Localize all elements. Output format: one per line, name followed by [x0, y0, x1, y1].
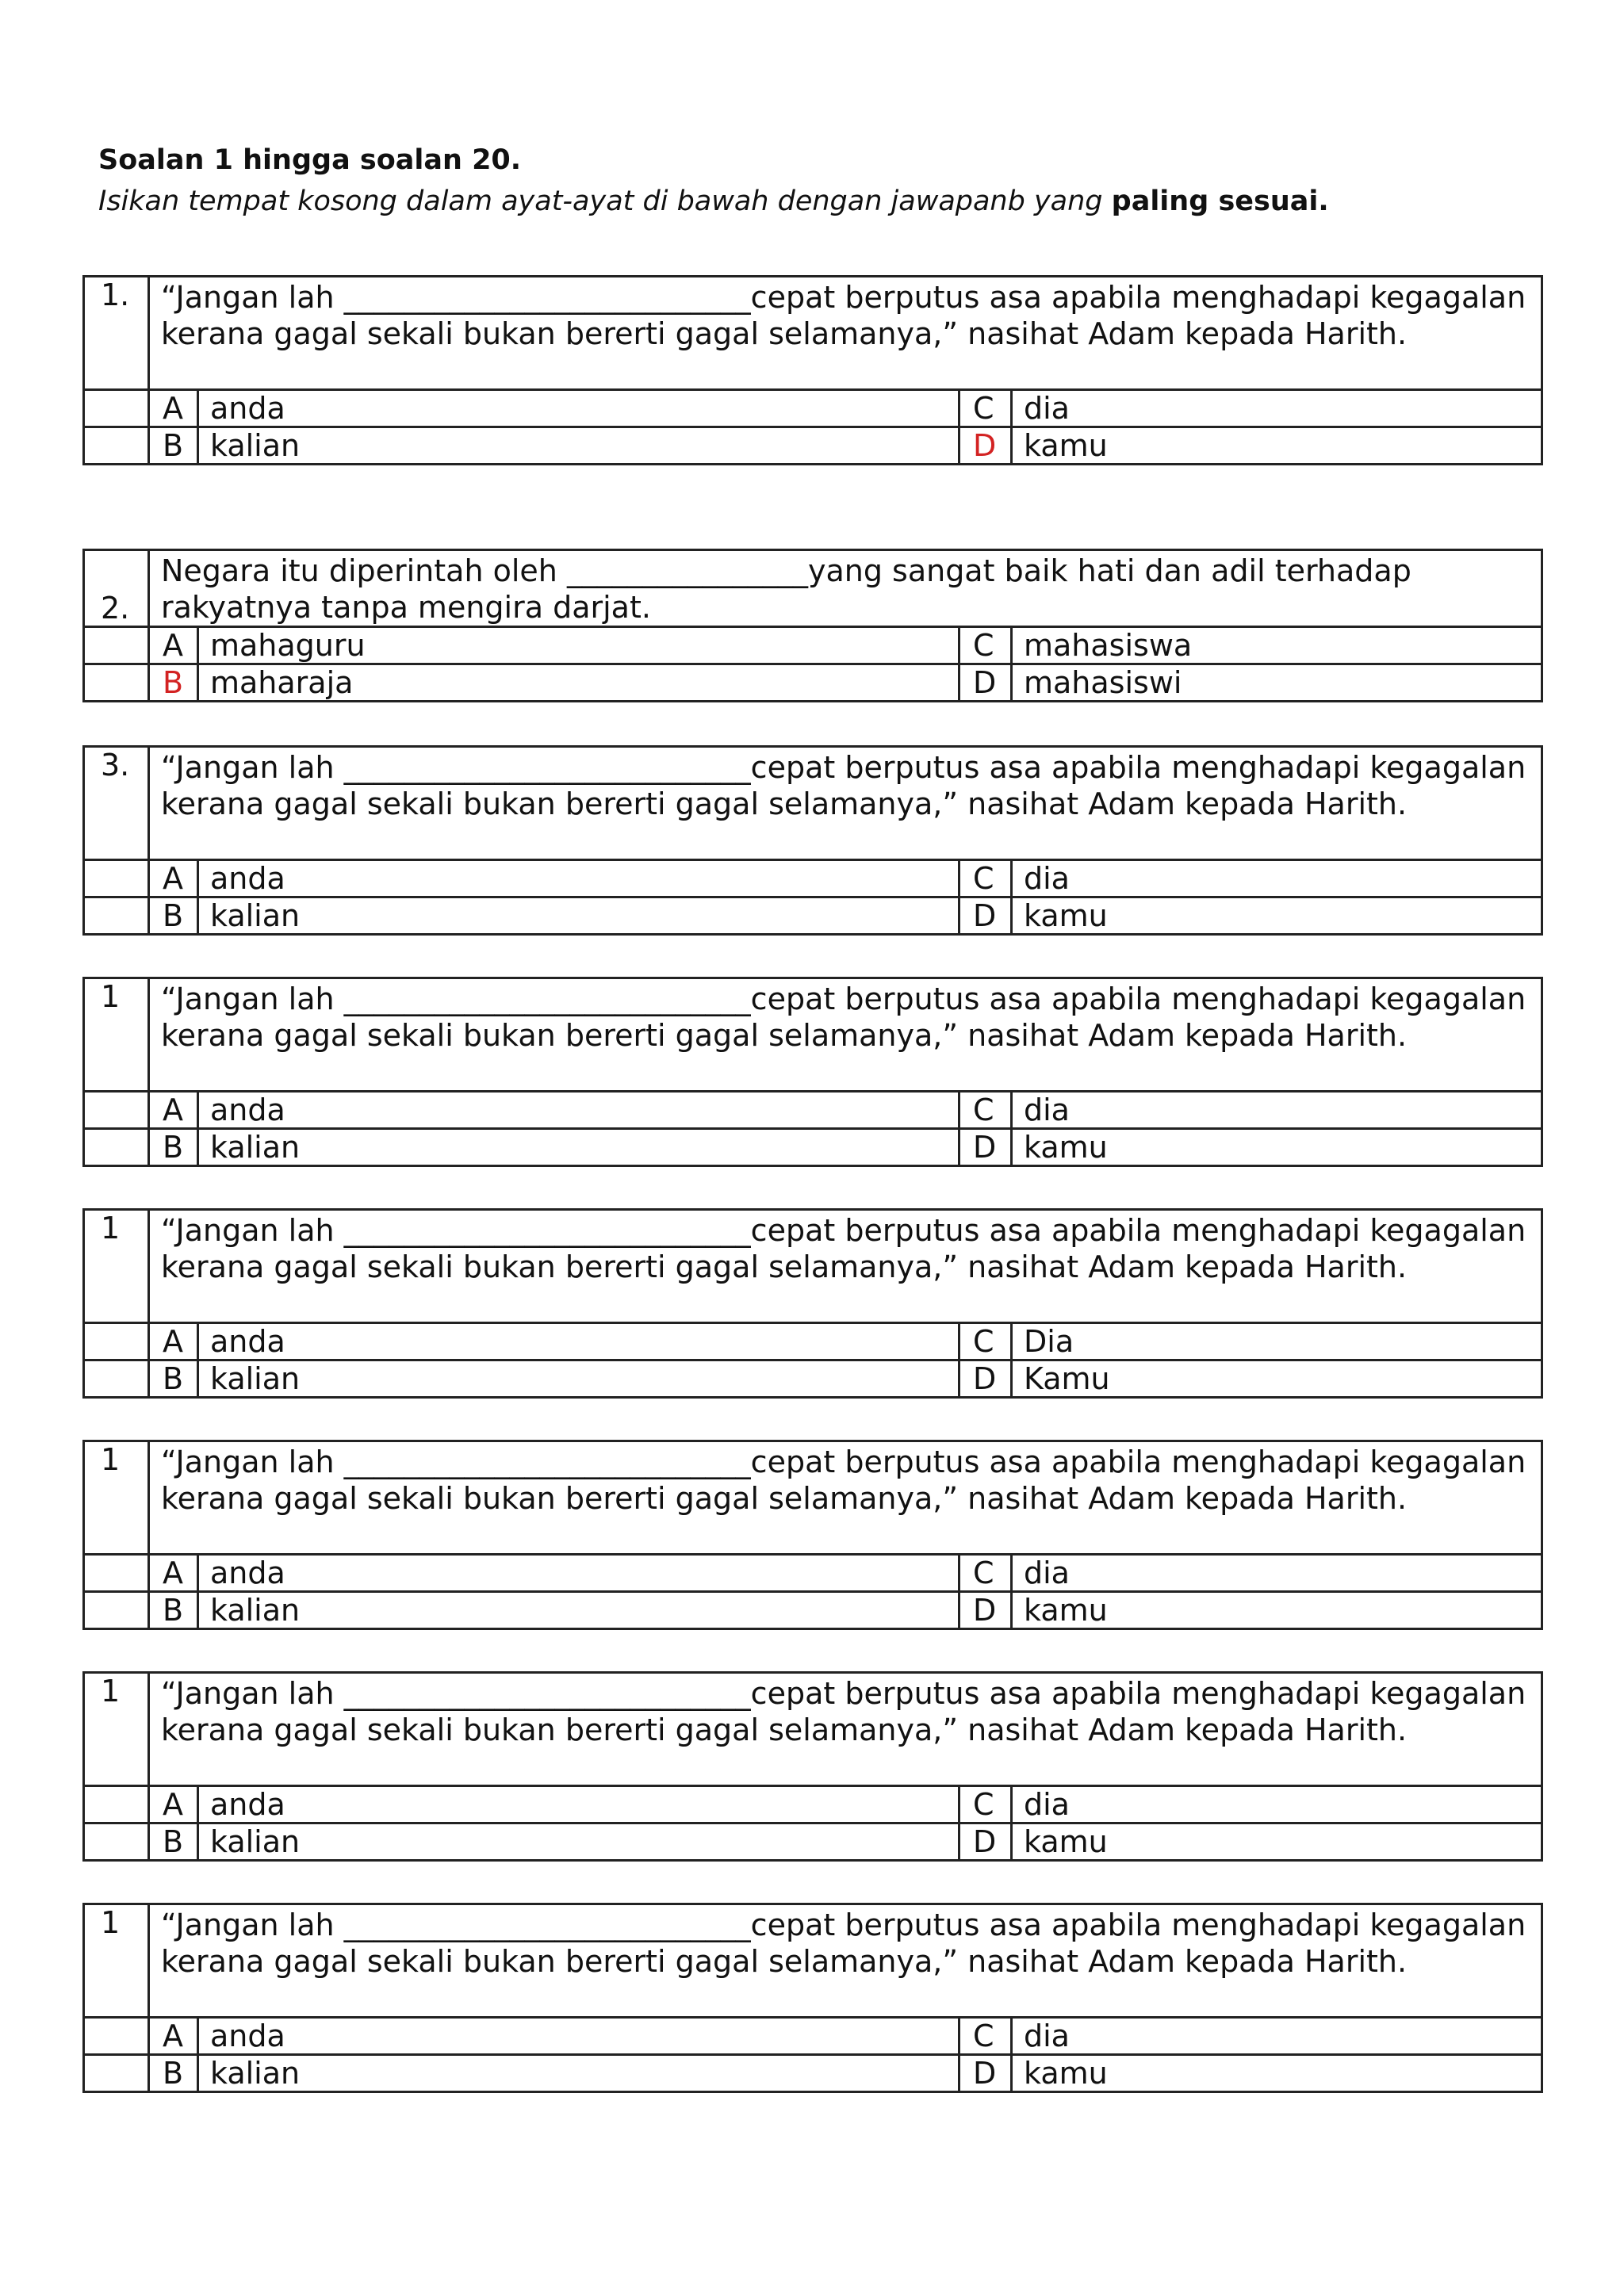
option-c[interactable]: dia	[1012, 1555, 1542, 1592]
option-c[interactable]: dia	[1012, 390, 1542, 427]
option-b[interactable]: kalian	[198, 1129, 959, 1166]
option-letter-c: C	[959, 1555, 1012, 1592]
option-letter-d-marked-answer: D	[959, 427, 1012, 465]
option-letter-c: C	[959, 1786, 1012, 1823]
option-c[interactable]: dia	[1012, 2018, 1542, 2055]
option-b[interactable]: kalian	[198, 427, 959, 465]
option-c[interactable]: mahasiswa	[1012, 627, 1542, 664]
spacer-cell	[84, 1592, 149, 1629]
spacer-cell	[84, 897, 149, 935]
spacer-cell	[84, 1129, 149, 1166]
spacer-cell	[84, 390, 149, 427]
option-letter-c: C	[959, 627, 1012, 664]
option-a[interactable]: mahaguru	[198, 627, 959, 664]
option-letter-a: A	[149, 627, 198, 664]
option-a[interactable]: anda	[198, 1555, 959, 1592]
question-number: 1	[84, 1904, 149, 2018]
option-c[interactable]: dia	[1012, 1092, 1542, 1129]
question-8	[82, 1903, 1543, 2093]
question-number: 1.	[84, 277, 149, 390]
option-b[interactable]: kalian	[198, 1823, 959, 1861]
question-number: 1	[84, 1673, 149, 1786]
option-d[interactable]: Kamu	[1012, 1360, 1542, 1398]
option-letter-b-marked-answer: B	[149, 664, 198, 702]
option-a[interactable]: anda	[198, 390, 959, 427]
option-letter-d: D	[959, 1592, 1012, 1629]
option-letter-a: A	[149, 2018, 198, 2055]
option-d[interactable]: mahasiswi	[1012, 664, 1542, 702]
question-3	[82, 745, 1543, 936]
option-b[interactable]: kalian	[198, 897, 959, 935]
instruction	[98, 181, 1542, 222]
option-letter-b: B	[149, 1823, 198, 1861]
question-7	[82, 1671, 1543, 1862]
spacer-cell	[84, 427, 149, 465]
question-5	[82, 1208, 1543, 1399]
option-letter-d: D	[959, 2055, 1012, 2092]
option-c[interactable]: dia	[1012, 860, 1542, 897]
option-b[interactable]: kalian	[198, 2055, 959, 2092]
question-4	[82, 977, 1543, 1167]
option-c[interactable]: dia	[1012, 1786, 1542, 1823]
option-letter-a: A	[149, 1555, 198, 1592]
question-stem: “Jangan lah ___________________________cepat berputus asa apabila menghadapi kegagalan kerana gagal sekali bukan bererti gagal selamanya,” nasihat Adam kepada Harith.	[149, 1904, 1542, 2018]
question-stem: Negara itu diperintah oleh ________________yang sangat baik hati dan adil terhadap rakyatnya tanpa mengira darjat.	[149, 550, 1542, 627]
spacer-cell	[84, 860, 149, 897]
spacer-cell	[84, 1092, 149, 1129]
option-letter-c: C	[959, 1092, 1012, 1129]
spacer-cell	[84, 1360, 149, 1398]
option-letter-b: B	[149, 1360, 198, 1398]
spacer-cell	[84, 1555, 149, 1592]
option-letter-d: D	[959, 1129, 1012, 1166]
question-number: 1	[84, 978, 149, 1092]
option-d[interactable]: kamu	[1012, 897, 1542, 935]
question-stem: “Jangan lah ___________________________cepat berputus asa apabila menghadapi kegagalan kerana gagal sekali bukan bererti gagal selamanya,” nasihat Adam kepada Harith.	[149, 1210, 1542, 1323]
spacer-cell	[84, 2055, 149, 2092]
option-letter-d: D	[959, 1360, 1012, 1398]
spacer-cell	[84, 1823, 149, 1861]
question-stem: “Jangan lah ___________________________cepat berputus asa apabila menghadapi kegagalan kerana gagal sekali bukan bererti gagal selamanya,” nasihat Adam kepada Harith.	[149, 1441, 1542, 1555]
option-letter-a: A	[149, 1323, 198, 1360]
option-b[interactable]: kalian	[198, 1360, 959, 1398]
instruction-text: Isikan tempat kosong dalam ayat-ayat di bawah dengan jawapanb yang	[98, 186, 1112, 217]
spacer-cell	[84, 627, 149, 664]
option-d[interactable]: kamu	[1012, 2055, 1542, 2092]
spacer-cell	[84, 1786, 149, 1823]
option-a[interactable]: anda	[198, 1092, 959, 1129]
option-a[interactable]: anda	[198, 1786, 959, 1823]
option-a[interactable]: anda	[198, 2018, 959, 2055]
spacer-cell	[84, 1323, 149, 1360]
question-number: 3.	[84, 747, 149, 860]
question-2	[82, 549, 1543, 702]
option-letter-b: B	[149, 1129, 198, 1166]
option-b[interactable]: kalian	[198, 1592, 959, 1629]
option-letter-d: D	[959, 897, 1012, 935]
option-letter-c: C	[959, 2018, 1012, 2055]
option-b[interactable]: maharaja	[198, 664, 959, 702]
option-letter-b: B	[149, 427, 198, 465]
option-d[interactable]: kamu	[1012, 1129, 1542, 1166]
option-letter-c: C	[959, 860, 1012, 897]
option-d[interactable]: kamu	[1012, 1823, 1542, 1861]
option-letter-d: D	[959, 1823, 1012, 1861]
question-number: 2.	[84, 550, 149, 627]
option-a[interactable]: anda	[198, 860, 959, 897]
question-stem: “Jangan lah ___________________________cepat berputus asa apabila menghadapi kegagalan kerana gagal sekali bukan bererti gagal selamanya,” nasihat Adam kepada Harith.	[149, 1673, 1542, 1786]
option-d[interactable]: kamu	[1012, 427, 1542, 465]
spacer-cell	[84, 664, 149, 702]
question-stem: “Jangan lah ___________________________cepat berputus asa apabila menghadapi kegagalan kerana gagal sekali bukan bererti gagal selamanya,” nasihat Adam kepada Harith.	[149, 978, 1542, 1092]
option-letter-a: A	[149, 1786, 198, 1823]
option-a[interactable]: anda	[198, 1323, 959, 1360]
question-stem: “Jangan lah ___________________________cepat berputus asa apabila menghadapi kegagalan kerana gagal sekali bukan bererti gagal selamanya,” nasihat Adam kepada Harith.	[149, 747, 1542, 860]
option-letter-b: B	[149, 1592, 198, 1629]
option-letter-b: B	[149, 2055, 198, 2092]
question-stem: “Jangan lah ___________________________cepat berputus asa apabila menghadapi kegagalan kerana gagal sekali bukan bererti gagal selamanya,” nasihat Adam kepada Harith.	[149, 277, 1542, 390]
option-letter-c: C	[959, 390, 1012, 427]
option-c[interactable]: Dia	[1012, 1323, 1542, 1360]
instruction-emphasis: paling sesuai.	[1111, 186, 1329, 217]
page-header	[98, 140, 1542, 222]
option-letter-a: A	[149, 860, 198, 897]
question-number: 1	[84, 1210, 149, 1323]
question-6	[82, 1440, 1543, 1630]
page-title: Soalan 1 hingga soalan 20.	[98, 144, 522, 176]
spacer-cell	[84, 2018, 149, 2055]
question-1	[82, 275, 1543, 465]
question-number: 1	[84, 1441, 149, 1555]
option-letter-a: A	[149, 1092, 198, 1129]
option-letter-a: A	[149, 390, 198, 427]
option-d[interactable]: kamu	[1012, 1592, 1542, 1629]
option-letter-b: B	[149, 897, 198, 935]
option-letter-d: D	[959, 664, 1012, 702]
option-letter-c: C	[959, 1323, 1012, 1360]
